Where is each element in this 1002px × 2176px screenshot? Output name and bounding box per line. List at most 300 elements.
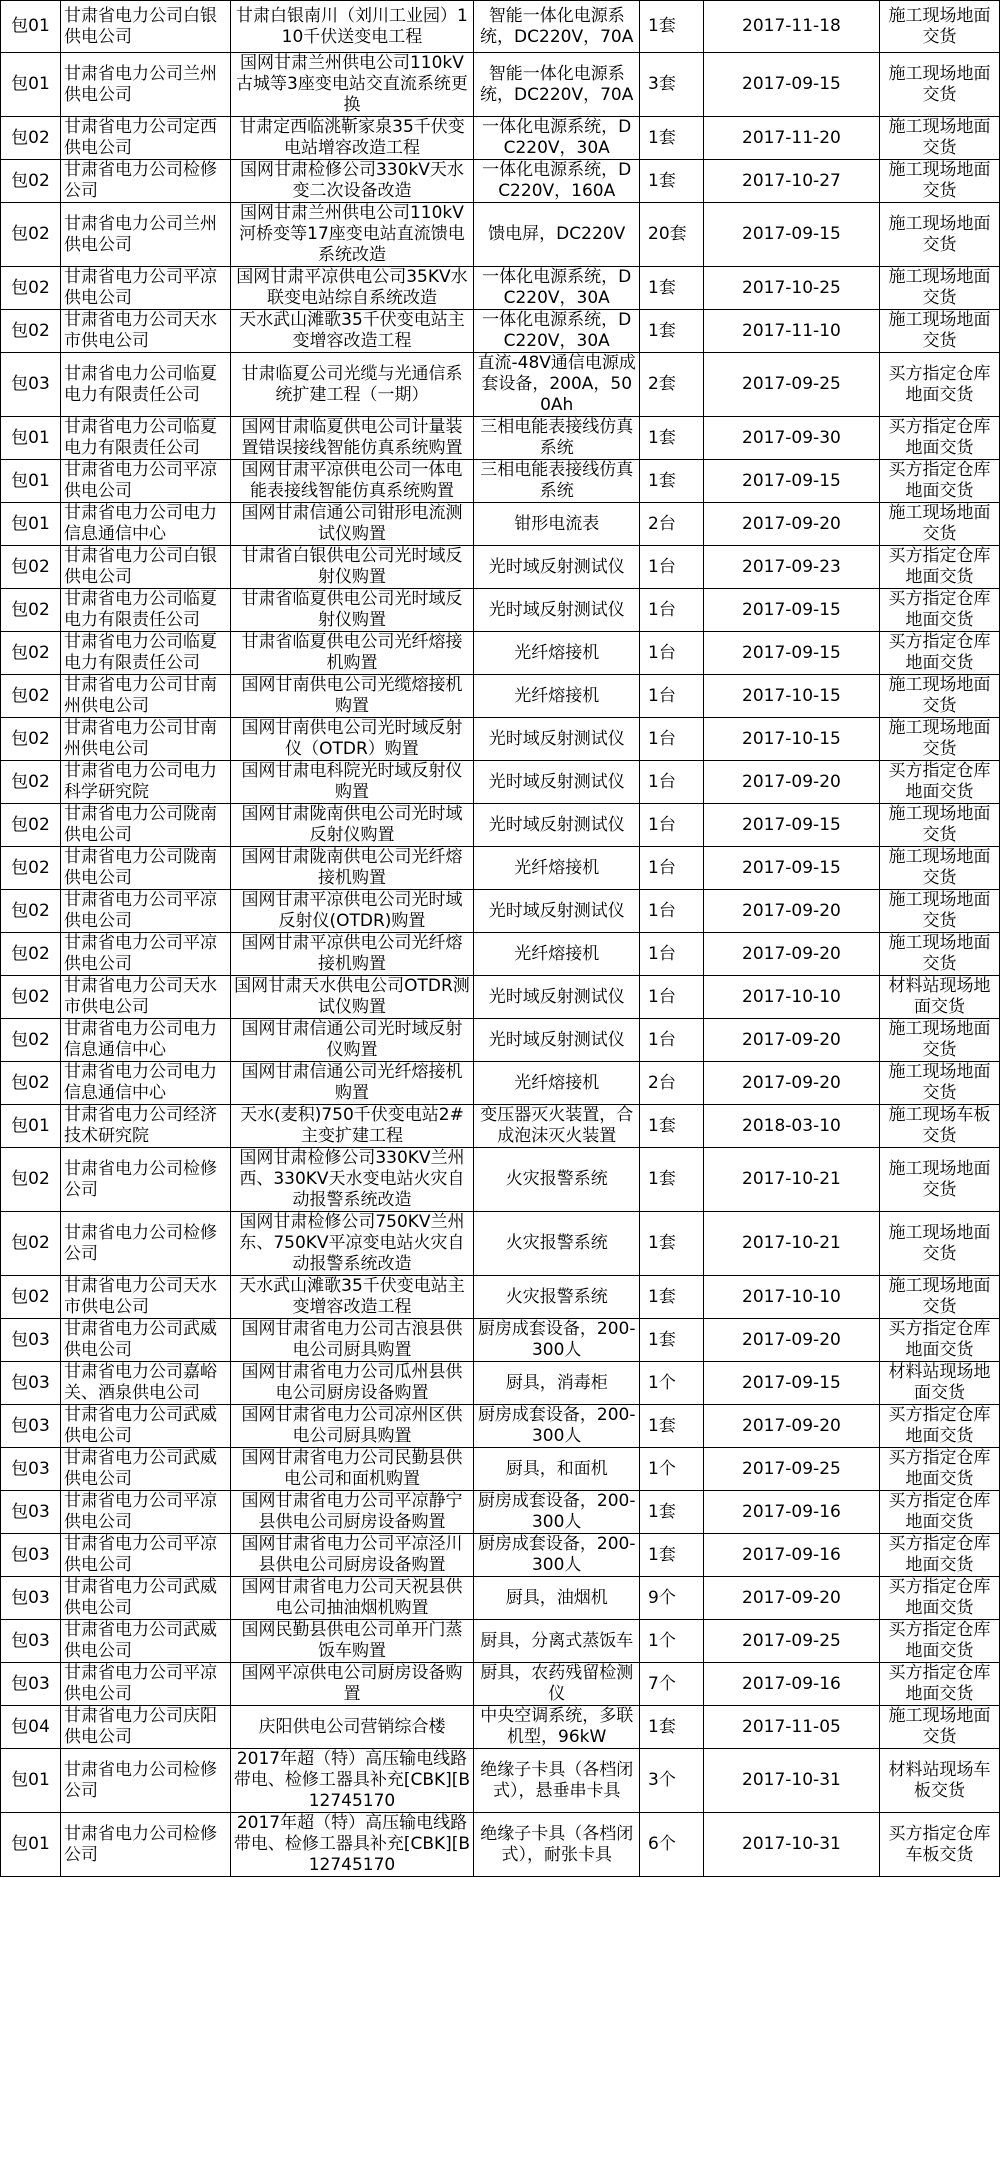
quantity-cell: 1套 bbox=[640, 1491, 704, 1534]
table-row bbox=[1, 1276, 1000, 1319]
table-row bbox=[1, 1706, 1000, 1749]
delivery-method-cell: 买方指定仓库地面交货 bbox=[879, 1405, 999, 1448]
package-cell: 包02 bbox=[1, 589, 61, 632]
delivery-method-cell: 施工现场地面交货 bbox=[879, 1, 999, 53]
quantity-cell: 1台 bbox=[640, 589, 704, 632]
goods-cell: 一体化电源系统，DC220V，30A bbox=[474, 310, 640, 353]
goods-cell: 光时域反射测试仪 bbox=[474, 804, 640, 847]
project-cell: 甘肃白银南川（刘川工业园）110千伏送变电工程 bbox=[230, 1, 474, 53]
delivery-date-cell: 2017-09-25 bbox=[703, 353, 879, 417]
package-cell: 包03 bbox=[1, 1448, 61, 1491]
delivery-method-cell: 买方指定仓库地面交货 bbox=[879, 353, 999, 417]
project-cell: 国网甘肃陇南供电公司光时域反射仪购置 bbox=[230, 804, 474, 847]
package-cell: 包01 bbox=[1, 1, 61, 53]
unit-cell: 甘肃省电力公司嘉峪关、酒泉供电公司 bbox=[60, 1362, 230, 1405]
project-cell: 国网民勤县供电公司单开门蒸饭车购置 bbox=[230, 1620, 474, 1663]
delivery-date-cell: 2017-09-25 bbox=[703, 1448, 879, 1491]
unit-cell: 甘肃省电力公司白银供电公司 bbox=[60, 1, 230, 53]
goods-cell: 直流-48V通信电源成套设备，200A，500Ah bbox=[474, 353, 640, 417]
package-cell: 包01 bbox=[1, 53, 61, 117]
goods-cell: 厨具，和面机 bbox=[474, 1448, 640, 1491]
quantity-cell: 1台 bbox=[640, 718, 704, 761]
unit-cell: 甘肃省电力公司平凉供电公司 bbox=[60, 1534, 230, 1577]
package-cell: 包02 bbox=[1, 632, 61, 675]
unit-cell: 甘肃省电力公司陇南供电公司 bbox=[60, 847, 230, 890]
quantity-cell: 1台 bbox=[640, 632, 704, 675]
unit-cell: 甘肃省电力公司临夏电力有限责任公司 bbox=[60, 632, 230, 675]
package-cell: 包02 bbox=[1, 203, 61, 267]
table-row bbox=[1, 761, 1000, 804]
delivery-method-cell: 买方指定仓库地面交货 bbox=[879, 546, 999, 589]
goods-cell: 火灾报警系统 bbox=[474, 1148, 640, 1212]
quantity-cell: 1台 bbox=[640, 1019, 704, 1062]
delivery-date-cell: 2017-09-15 bbox=[703, 589, 879, 632]
delivery-date-cell: 2017-09-20 bbox=[703, 1319, 879, 1362]
quantity-cell: 1套 bbox=[640, 267, 704, 310]
delivery-method-cell: 施工现场地面交货 bbox=[879, 1148, 999, 1212]
delivery-method-cell: 买方指定仓库车板交货 bbox=[879, 1813, 999, 1877]
unit-cell: 甘肃省电力公司检修公司 bbox=[60, 1749, 230, 1813]
project-cell: 2017年超（特）高压输电线路带电、检修工器具补充[CBK][B12745170 bbox=[230, 1749, 474, 1813]
unit-cell: 甘肃省电力公司平凉供电公司 bbox=[60, 267, 230, 310]
unit-cell: 甘肃省电力公司武威供电公司 bbox=[60, 1319, 230, 1362]
delivery-method-cell: 材料站现场车板交货 bbox=[879, 1749, 999, 1813]
project-cell: 国网甘肃兰州供电公司110kV古城等3座变电站交直流系统更换 bbox=[230, 53, 474, 117]
package-cell: 包03 bbox=[1, 1620, 61, 1663]
project-cell: 国网甘肃省电力公司凉州区供电公司厨具购置 bbox=[230, 1405, 474, 1448]
delivery-method-cell: 买方指定仓库地面交货 bbox=[879, 1448, 999, 1491]
delivery-date-cell: 2017-10-31 bbox=[703, 1813, 879, 1877]
unit-cell: 甘肃省电力公司陇南供电公司 bbox=[60, 804, 230, 847]
quantity-cell: 1套 bbox=[640, 1534, 704, 1577]
quantity-cell: 9个 bbox=[640, 1577, 704, 1620]
unit-cell: 甘肃省电力公司检修公司 bbox=[60, 1212, 230, 1276]
package-cell: 包02 bbox=[1, 1062, 61, 1105]
delivery-date-cell: 2017-10-27 bbox=[703, 160, 879, 203]
quantity-cell: 2台 bbox=[640, 1062, 704, 1105]
delivery-date-cell: 2017-09-15 bbox=[703, 460, 879, 503]
quantity-cell: 7个 bbox=[640, 1663, 704, 1706]
goods-cell: 光时域反射测试仪 bbox=[474, 718, 640, 761]
table-row bbox=[1, 203, 1000, 267]
table-row bbox=[1, 1749, 1000, 1813]
table-row bbox=[1, 890, 1000, 933]
delivery-date-cell: 2017-09-20 bbox=[703, 1019, 879, 1062]
delivery-date-cell: 2017-09-15 bbox=[703, 804, 879, 847]
project-cell: 国网甘肃省电力公司古浪县供电公司厨具购置 bbox=[230, 1319, 474, 1362]
quantity-cell: 1个 bbox=[640, 1362, 704, 1405]
goods-cell: 厨房成套设备，200-300人 bbox=[474, 1534, 640, 1577]
goods-cell: 厨具，消毒柜 bbox=[474, 1362, 640, 1405]
goods-cell: 钳形电流表 bbox=[474, 503, 640, 546]
project-cell: 国网甘南供电公司光时域反射仪（OTDR）购置 bbox=[230, 718, 474, 761]
delivery-method-cell: 买方指定仓库地面交货 bbox=[879, 1534, 999, 1577]
unit-cell: 甘肃省电力公司检修公司 bbox=[60, 160, 230, 203]
table-row bbox=[1, 1491, 1000, 1534]
goods-cell: 光纤熔接机 bbox=[474, 847, 640, 890]
goods-cell: 光时域反射测试仪 bbox=[474, 546, 640, 589]
package-cell: 包02 bbox=[1, 1019, 61, 1062]
delivery-date-cell: 2017-09-20 bbox=[703, 1405, 879, 1448]
goods-cell: 光时域反射测试仪 bbox=[474, 890, 640, 933]
project-cell: 国网甘肃省电力公司平凉静宁县供电公司厨房设备购置 bbox=[230, 1491, 474, 1534]
table-row bbox=[1, 1577, 1000, 1620]
delivery-date-cell: 2017-09-20 bbox=[703, 503, 879, 546]
unit-cell: 甘肃省电力公司临夏电力有限责任公司 bbox=[60, 353, 230, 417]
delivery-method-cell: 施工现场地面交货 bbox=[879, 718, 999, 761]
unit-cell: 甘肃省电力公司甘南州供电公司 bbox=[60, 718, 230, 761]
delivery-method-cell: 买方指定仓库地面交货 bbox=[879, 589, 999, 632]
project-cell: 国网甘肃检修公司330kV天水变二次设备改造 bbox=[230, 160, 474, 203]
delivery-method-cell: 施工现场地面交货 bbox=[879, 675, 999, 718]
unit-cell: 甘肃省电力公司电力信息通信中心 bbox=[60, 1019, 230, 1062]
unit-cell: 甘肃省电力公司检修公司 bbox=[60, 1813, 230, 1877]
unit-cell: 甘肃省电力公司兰州供电公司 bbox=[60, 53, 230, 117]
delivery-method-cell: 施工现场地面交货 bbox=[879, 203, 999, 267]
package-cell: 包03 bbox=[1, 1577, 61, 1620]
goods-cell: 绝缘子卡具（各档闭式），耐张卡具 bbox=[474, 1813, 640, 1877]
table-row bbox=[1, 1448, 1000, 1491]
delivery-method-cell: 买方指定仓库地面交货 bbox=[879, 632, 999, 675]
delivery-date-cell: 2017-09-15 bbox=[703, 1362, 879, 1405]
unit-cell: 甘肃省电力公司庆阳供电公司 bbox=[60, 1706, 230, 1749]
unit-cell: 甘肃省电力公司武威供电公司 bbox=[60, 1577, 230, 1620]
table-row bbox=[1, 976, 1000, 1019]
package-cell: 包01 bbox=[1, 460, 61, 503]
goods-cell: 光纤熔接机 bbox=[474, 933, 640, 976]
package-cell: 包02 bbox=[1, 933, 61, 976]
project-cell: 国网甘肃省电力公司瓜州县供电公司厨房设备购置 bbox=[230, 1362, 474, 1405]
goods-cell: 绝缘子卡具（各档闭式），悬垂串卡具 bbox=[474, 1749, 640, 1813]
delivery-method-cell: 施工现场地面交货 bbox=[879, 847, 999, 890]
table-row bbox=[1, 160, 1000, 203]
unit-cell: 甘肃省电力公司电力科学研究院 bbox=[60, 761, 230, 804]
delivery-method-cell: 施工现场地面交货 bbox=[879, 1019, 999, 1062]
package-cell: 包02 bbox=[1, 1212, 61, 1276]
package-cell: 包02 bbox=[1, 718, 61, 761]
goods-cell: 馈电屏，DC220V bbox=[474, 203, 640, 267]
table-row bbox=[1, 1019, 1000, 1062]
project-cell: 甘肃省临夏供电公司光时域反射仪购置 bbox=[230, 589, 474, 632]
package-cell: 包03 bbox=[1, 353, 61, 417]
goods-cell: 光时域反射测试仪 bbox=[474, 761, 640, 804]
quantity-cell: 1套 bbox=[640, 117, 704, 160]
goods-cell: 三相电能表接线仿真系统 bbox=[474, 460, 640, 503]
package-cell: 包02 bbox=[1, 804, 61, 847]
project-cell: 甘肃定西临洮靳家泉35千伏变电站增容改造工程 bbox=[230, 117, 474, 160]
goods-cell: 一体化电源系统，DC220V，160A bbox=[474, 160, 640, 203]
quantity-cell: 1台 bbox=[640, 890, 704, 933]
delivery-method-cell: 施工现场地面交货 bbox=[879, 310, 999, 353]
package-cell: 包02 bbox=[1, 1148, 61, 1212]
table-row bbox=[1, 310, 1000, 353]
delivery-method-cell: 施工现场地面交货 bbox=[879, 933, 999, 976]
quantity-cell: 1个 bbox=[640, 1620, 704, 1663]
table-row bbox=[1, 804, 1000, 847]
table-row bbox=[1, 632, 1000, 675]
project-cell: 国网甘肃检修公司750KV兰州东、750KV平凉变电站火灾自动报警系统改造 bbox=[230, 1212, 474, 1276]
project-cell: 国网甘肃检修公司330KV兰州西、330KV天水变电站火灾自动报警系统改造 bbox=[230, 1148, 474, 1212]
project-cell: 国网甘肃省电力公司平凉泾川县供电公司厨房设备购置 bbox=[230, 1534, 474, 1577]
project-cell: 国网甘南供电公司光缆熔接机购置 bbox=[230, 675, 474, 718]
quantity-cell: 1台 bbox=[640, 675, 704, 718]
goods-cell: 光时域反射测试仪 bbox=[474, 589, 640, 632]
delivery-date-cell: 2017-11-10 bbox=[703, 310, 879, 353]
goods-cell: 光纤熔接机 bbox=[474, 675, 640, 718]
goods-cell: 一体化电源系统，DC220V，30A bbox=[474, 267, 640, 310]
unit-cell: 甘肃省电力公司检修公司 bbox=[60, 1148, 230, 1212]
quantity-cell: 1套 bbox=[640, 1405, 704, 1448]
delivery-method-cell: 施工现场地面交货 bbox=[879, 160, 999, 203]
unit-cell: 甘肃省电力公司平凉供电公司 bbox=[60, 460, 230, 503]
package-cell: 包01 bbox=[1, 1813, 61, 1877]
delivery-date-cell: 2017-09-20 bbox=[703, 1062, 879, 1105]
table-row bbox=[1, 1813, 1000, 1877]
delivery-date-cell: 2017-09-16 bbox=[703, 1534, 879, 1577]
unit-cell: 甘肃省电力公司电力信息通信中心 bbox=[60, 1062, 230, 1105]
project-cell: 国网甘肃省电力公司天祝县供电公司抽油烟机购置 bbox=[230, 1577, 474, 1620]
package-cell: 包02 bbox=[1, 675, 61, 718]
project-cell: 国网甘肃平凉供电公司光时域反射仪(OTDR)购置 bbox=[230, 890, 474, 933]
unit-cell: 甘肃省电力公司兰州供电公司 bbox=[60, 203, 230, 267]
table-row bbox=[1, 1062, 1000, 1105]
unit-cell: 甘肃省电力公司电力信息通信中心 bbox=[60, 503, 230, 546]
delivery-date-cell: 2017-09-20 bbox=[703, 890, 879, 933]
quantity-cell: 1套 bbox=[640, 1, 704, 53]
unit-cell: 甘肃省电力公司临夏电力有限责任公司 bbox=[60, 589, 230, 632]
table-row bbox=[1, 353, 1000, 417]
delivery-method-cell: 施工现场车板交货 bbox=[879, 1105, 999, 1148]
project-cell: 天水武山滩歌35千伏变电站主变增容改造工程 bbox=[230, 1276, 474, 1319]
unit-cell: 甘肃省电力公司经济技术研究院 bbox=[60, 1105, 230, 1148]
delivery-date-cell: 2018-03-10 bbox=[703, 1105, 879, 1148]
delivery-method-cell: 施工现场地面交货 bbox=[879, 1212, 999, 1276]
goods-cell: 智能一体化电源系统，DC220V，70A bbox=[474, 1, 640, 53]
quantity-cell: 2台 bbox=[640, 503, 704, 546]
delivery-date-cell: 2017-10-31 bbox=[703, 1749, 879, 1813]
table-row bbox=[1, 1405, 1000, 1448]
delivery-date-cell: 2017-09-15 bbox=[703, 203, 879, 267]
goods-cell: 厨具，油烟机 bbox=[474, 1577, 640, 1620]
unit-cell: 甘肃省电力公司平凉供电公司 bbox=[60, 1663, 230, 1706]
quantity-cell: 1个 bbox=[640, 1448, 704, 1491]
package-cell: 包02 bbox=[1, 117, 61, 160]
project-cell: 国网甘肃电科院光时域反射仪购置 bbox=[230, 761, 474, 804]
delivery-date-cell: 2017-10-21 bbox=[703, 1212, 879, 1276]
unit-cell: 甘肃省电力公司平凉供电公司 bbox=[60, 890, 230, 933]
package-cell: 包02 bbox=[1, 267, 61, 310]
delivery-date-cell: 2017-09-15 bbox=[703, 53, 879, 117]
goods-cell: 中央空调系统，多联机型，96kW bbox=[474, 1706, 640, 1749]
package-cell: 包01 bbox=[1, 1105, 61, 1148]
delivery-method-cell: 施工现场地面交货 bbox=[879, 890, 999, 933]
delivery-date-cell: 2017-09-15 bbox=[703, 847, 879, 890]
quantity-cell: 1套 bbox=[640, 460, 704, 503]
package-cell: 包02 bbox=[1, 847, 61, 890]
delivery-date-cell: 2017-09-20 bbox=[703, 1577, 879, 1620]
quantity-cell: 1套 bbox=[640, 310, 704, 353]
delivery-date-cell: 2017-09-30 bbox=[703, 417, 879, 460]
package-cell: 包02 bbox=[1, 890, 61, 933]
unit-cell: 甘肃省电力公司平凉供电公司 bbox=[60, 933, 230, 976]
table-row bbox=[1, 718, 1000, 761]
table-row bbox=[1, 847, 1000, 890]
quantity-cell: 1套 bbox=[640, 1276, 704, 1319]
goods-cell: 厨具，分离式蒸饭车 bbox=[474, 1620, 640, 1663]
goods-cell: 光纤熔接机 bbox=[474, 1062, 640, 1105]
project-cell: 甘肃省临夏供电公司光纤熔接机购置 bbox=[230, 632, 474, 675]
table-row bbox=[1, 53, 1000, 117]
project-cell: 国网甘肃天水供电公司OTDR测试仪购置 bbox=[230, 976, 474, 1019]
goods-cell: 变压器灭火装置，合成泡沫灭火装置 bbox=[474, 1105, 640, 1148]
quantity-cell: 2套 bbox=[640, 353, 704, 417]
goods-cell: 光纤熔接机 bbox=[474, 632, 640, 675]
quantity-cell: 1台 bbox=[640, 976, 704, 1019]
goods-cell: 一体化电源系统，DC220V，30A bbox=[474, 117, 640, 160]
quantity-cell: 1套 bbox=[640, 1148, 704, 1212]
quantity-cell: 20套 bbox=[640, 203, 704, 267]
table-row bbox=[1, 417, 1000, 460]
project-cell: 国网甘肃平凉供电公司一体电能表接线智能仿真系统购置 bbox=[230, 460, 474, 503]
package-cell: 包03 bbox=[1, 1534, 61, 1577]
package-cell: 包02 bbox=[1, 1276, 61, 1319]
project-cell: 国网甘肃兰州供电公司110kV河桥变等17座变电站直流馈电系统改造 bbox=[230, 203, 474, 267]
quantity-cell: 1套 bbox=[640, 417, 704, 460]
table-row bbox=[1, 1212, 1000, 1276]
package-cell: 包01 bbox=[1, 1749, 61, 1813]
delivery-date-cell: 2017-09-20 bbox=[703, 933, 879, 976]
delivery-date-cell: 2017-10-15 bbox=[703, 718, 879, 761]
quantity-cell: 6个 bbox=[640, 1813, 704, 1877]
unit-cell: 甘肃省电力公司甘南州供电公司 bbox=[60, 675, 230, 718]
unit-cell: 甘肃省电力公司定西供电公司 bbox=[60, 117, 230, 160]
unit-cell: 甘肃省电力公司平凉供电公司 bbox=[60, 1491, 230, 1534]
project-cell: 国网甘肃平凉供电公司35KV水联变电站综自系统改造 bbox=[230, 267, 474, 310]
table-row bbox=[1, 460, 1000, 503]
project-cell: 国网甘肃信通公司光时域反射仪购置 bbox=[230, 1019, 474, 1062]
delivery-method-cell: 施工现场地面交货 bbox=[879, 503, 999, 546]
quantity-cell: 1套 bbox=[640, 1105, 704, 1148]
project-cell: 国网甘肃省电力公司民勤县供电公司和面机购置 bbox=[230, 1448, 474, 1491]
unit-cell: 甘肃省电力公司天水市供电公司 bbox=[60, 976, 230, 1019]
goods-cell: 火灾报警系统 bbox=[474, 1212, 640, 1276]
package-cell: 包01 bbox=[1, 503, 61, 546]
delivery-method-cell: 买方指定仓库地面交货 bbox=[879, 1319, 999, 1362]
table-row bbox=[1, 267, 1000, 310]
delivery-date-cell: 2017-09-16 bbox=[703, 1491, 879, 1534]
project-cell: 国网平凉供电公司厨房设备购置 bbox=[230, 1663, 474, 1706]
table-row bbox=[1, 1663, 1000, 1706]
goods-cell: 厨房成套设备，200-300人 bbox=[474, 1491, 640, 1534]
goods-cell: 厨房成套设备，200-300人 bbox=[474, 1405, 640, 1448]
delivery-date-cell: 2017-10-10 bbox=[703, 1276, 879, 1319]
package-cell: 包04 bbox=[1, 1706, 61, 1749]
quantity-cell: 1套 bbox=[640, 160, 704, 203]
delivery-date-cell: 2017-11-20 bbox=[703, 117, 879, 160]
project-cell: 国网甘肃信通公司钳形电流测试仪购置 bbox=[230, 503, 474, 546]
unit-cell: 甘肃省电力公司武威供电公司 bbox=[60, 1405, 230, 1448]
delivery-method-cell: 材料站现场地面交货 bbox=[879, 976, 999, 1019]
package-cell: 包03 bbox=[1, 1663, 61, 1706]
package-cell: 包02 bbox=[1, 761, 61, 804]
project-cell: 国网甘肃临夏供电公司计量装置错误接线智能仿真系统购置 bbox=[230, 417, 474, 460]
table-row bbox=[1, 1105, 1000, 1148]
table-row bbox=[1, 589, 1000, 632]
delivery-date-cell: 2017-09-25 bbox=[703, 1620, 879, 1663]
quantity-cell: 3个 bbox=[640, 1749, 704, 1813]
delivery-date-cell: 2017-11-18 bbox=[703, 1, 879, 53]
delivery-date-cell: 2017-09-20 bbox=[703, 761, 879, 804]
package-cell: 包03 bbox=[1, 1491, 61, 1534]
goods-cell: 三相电能表接线仿真系统 bbox=[474, 417, 640, 460]
delivery-date-cell: 2017-09-15 bbox=[703, 632, 879, 675]
quantity-cell: 1台 bbox=[640, 847, 704, 890]
goods-cell: 厨房成套设备，200-300人 bbox=[474, 1319, 640, 1362]
delivery-method-cell: 买方指定仓库地面交货 bbox=[879, 1620, 999, 1663]
project-cell: 甘肃临夏公司光缆与光通信系统扩建工程（一期） bbox=[230, 353, 474, 417]
unit-cell: 甘肃省电力公司武威供电公司 bbox=[60, 1448, 230, 1491]
delivery-method-cell: 施工现场地面交货 bbox=[879, 804, 999, 847]
table-row bbox=[1, 503, 1000, 546]
unit-cell: 甘肃省电力公司临夏电力有限责任公司 bbox=[60, 417, 230, 460]
project-cell: 庆阳供电公司营销综合楼 bbox=[230, 1706, 474, 1749]
project-cell: 2017年超（特）高压输电线路带电、检修工器具补充[CBK][B12745170 bbox=[230, 1813, 474, 1877]
package-cell: 包03 bbox=[1, 1405, 61, 1448]
package-cell: 包02 bbox=[1, 546, 61, 589]
project-cell: 国网甘肃平凉供电公司光纤熔接机购置 bbox=[230, 933, 474, 976]
project-cell: 甘肃省白银供电公司光时域反射仪购置 bbox=[230, 546, 474, 589]
table-row bbox=[1, 1362, 1000, 1405]
delivery-method-cell: 施工现场地面交货 bbox=[879, 1062, 999, 1105]
table-body bbox=[1, 1, 1000, 1877]
delivery-date-cell: 2017-10-10 bbox=[703, 976, 879, 1019]
project-cell: 天水(麦积)750千伏变电站2#主变扩建工程 bbox=[230, 1105, 474, 1148]
delivery-method-cell: 施工现场地面交货 bbox=[879, 267, 999, 310]
table-row bbox=[1, 1534, 1000, 1577]
table-row bbox=[1, 1319, 1000, 1362]
delivery-method-cell: 施工现场地面交货 bbox=[879, 53, 999, 117]
project-cell: 天水武山滩歌35千伏变电站主变增容改造工程 bbox=[230, 310, 474, 353]
quantity-cell: 1套 bbox=[640, 1319, 704, 1362]
delivery-method-cell: 施工现场地面交货 bbox=[879, 1706, 999, 1749]
delivery-date-cell: 2017-11-05 bbox=[703, 1706, 879, 1749]
goods-cell: 光时域反射测试仪 bbox=[474, 976, 640, 1019]
goods-cell: 厨具，农药残留检测仪 bbox=[474, 1663, 640, 1706]
unit-cell: 甘肃省电力公司天水市供电公司 bbox=[60, 310, 230, 353]
quantity-cell: 1套 bbox=[640, 1706, 704, 1749]
delivery-method-cell: 施工现场地面交货 bbox=[879, 117, 999, 160]
delivery-method-cell: 买方指定仓库地面交货 bbox=[879, 1491, 999, 1534]
table-row bbox=[1, 546, 1000, 589]
quantity-cell: 3套 bbox=[640, 53, 704, 117]
unit-cell: 甘肃省电力公司白银供电公司 bbox=[60, 546, 230, 589]
goods-cell: 智能一体化电源系统，DC220V，70A bbox=[474, 53, 640, 117]
table-row bbox=[1, 933, 1000, 976]
goods-cell: 光时域反射测试仪 bbox=[474, 1019, 640, 1062]
delivery-method-cell: 买方指定仓库地面交货 bbox=[879, 1577, 999, 1620]
package-cell: 包03 bbox=[1, 1319, 61, 1362]
quantity-cell: 1台 bbox=[640, 761, 704, 804]
quantity-cell: 1台 bbox=[640, 933, 704, 976]
delivery-method-cell: 材料站现场地面交货 bbox=[879, 1362, 999, 1405]
package-cell: 包02 bbox=[1, 160, 61, 203]
delivery-method-cell: 买方指定仓库地面交货 bbox=[879, 460, 999, 503]
delivery-method-cell: 买方指定仓库地面交货 bbox=[879, 761, 999, 804]
delivery-date-cell: 2017-09-23 bbox=[703, 546, 879, 589]
goods-cell: 火灾报警系统 bbox=[474, 1276, 640, 1319]
quantity-cell: 1台 bbox=[640, 804, 704, 847]
package-cell: 包01 bbox=[1, 417, 61, 460]
